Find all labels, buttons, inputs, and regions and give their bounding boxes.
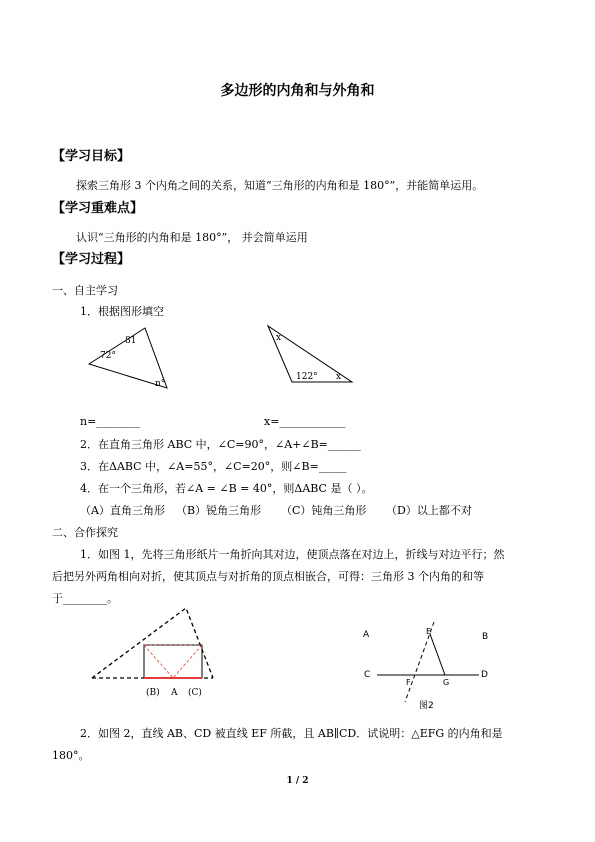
triangle-figure-1 — [85, 322, 185, 392]
fig2-label-b: B — [482, 632, 489, 642]
objective-text: 探索三角形 3 个内角之间的关系，知道“三角形的内角和是 180°”，并能简单运用。 — [76, 179, 484, 192]
part2-question-1-line-2: 后把另外两角相向对折，使其顶点与对折角的顶点相嵌合，可得：三角形 3 个内角的和等 — [52, 570, 484, 583]
triangle-1-angle-b: 72° — [100, 351, 116, 361]
triangle-figure-2 — [260, 322, 360, 384]
page-number: 1 / 2 — [286, 776, 309, 786]
part1-heading: 一、自主学习 — [52, 284, 118, 297]
parallel-lines-figure — [355, 620, 505, 712]
process-heading: 【学习过程】 — [52, 252, 131, 267]
part2-question-1-line-3: 于________。 — [52, 592, 118, 605]
option-b: （B）锐角三角形 — [176, 504, 262, 517]
part2-question-2-line-1: 2．如图 2，直线 AB、CD 被直线 EF 所截，且 AB∥CD．试说明：△EFG 的内角和是 — [80, 727, 503, 740]
part1-question-2: 2．在直角三角形 ABC 中，∠C=90°，∠A+∠B=______ — [80, 438, 361, 451]
fig2-label-e: E — [426, 627, 432, 636]
fig1-label-a: A — [171, 688, 178, 698]
part2-question-2-line-2: 180°。 — [52, 749, 90, 762]
folded-triangle-figure — [88, 602, 223, 702]
triangle-2-angle-b: 122° — [296, 372, 318, 382]
fig2-label-a: A — [363, 630, 370, 640]
option-d: （D）以上都不对 — [386, 504, 472, 517]
option-a: （A）直角三角形 — [80, 504, 165, 517]
blank-n: n=________ — [80, 415, 141, 428]
fig2-label-g: G — [443, 678, 450, 687]
triangle-2-angle-c: x — [336, 372, 342, 382]
fig2-label-d: D — [481, 670, 488, 680]
triangle-1-angle-a: 81 — [125, 336, 137, 346]
keypoints-text: 认识“三角形的内角和是 180°”， 并会简单运用 — [76, 231, 308, 244]
fig2-caption: 图2 — [419, 701, 434, 711]
fig1-label-c: (C) — [188, 688, 202, 698]
fig2-label-f: F — [406, 678, 411, 687]
fig2-label-c: C — [364, 670, 371, 680]
blank-x: x=____________ — [264, 415, 346, 428]
objective-heading: 【学习目标】 — [52, 149, 131, 164]
part1-question-3: 3．在ΔABC 中，∠A=55°，∠C=20°，则∠B=_____ — [80, 460, 347, 473]
triangle-2-angle-a: x — [276, 333, 282, 343]
option-c: （C）钝角三角形 — [281, 504, 367, 517]
part2-question-1-line-1: 1．如图 1，先将三角形纸片一角折向其对边，使顶点落在对边上，折线与对边平行；然 — [80, 548, 505, 561]
triangle-1-angle-c: n° — [155, 379, 166, 389]
part1-question-1: 1．根据图形填空 — [80, 305, 164, 318]
keypoints-heading: 【学习重难点】 — [52, 201, 144, 216]
part2-heading: 二、合作探究 — [52, 526, 118, 539]
part1-question-4: 4．在一个三角形，若∠A = ∠B = 40°，则ΔABC 是（ ）。 — [80, 482, 373, 495]
page-title: 多边形的内角和与外角和 — [220, 83, 375, 99]
fig1-label-b: (B) — [146, 688, 160, 698]
